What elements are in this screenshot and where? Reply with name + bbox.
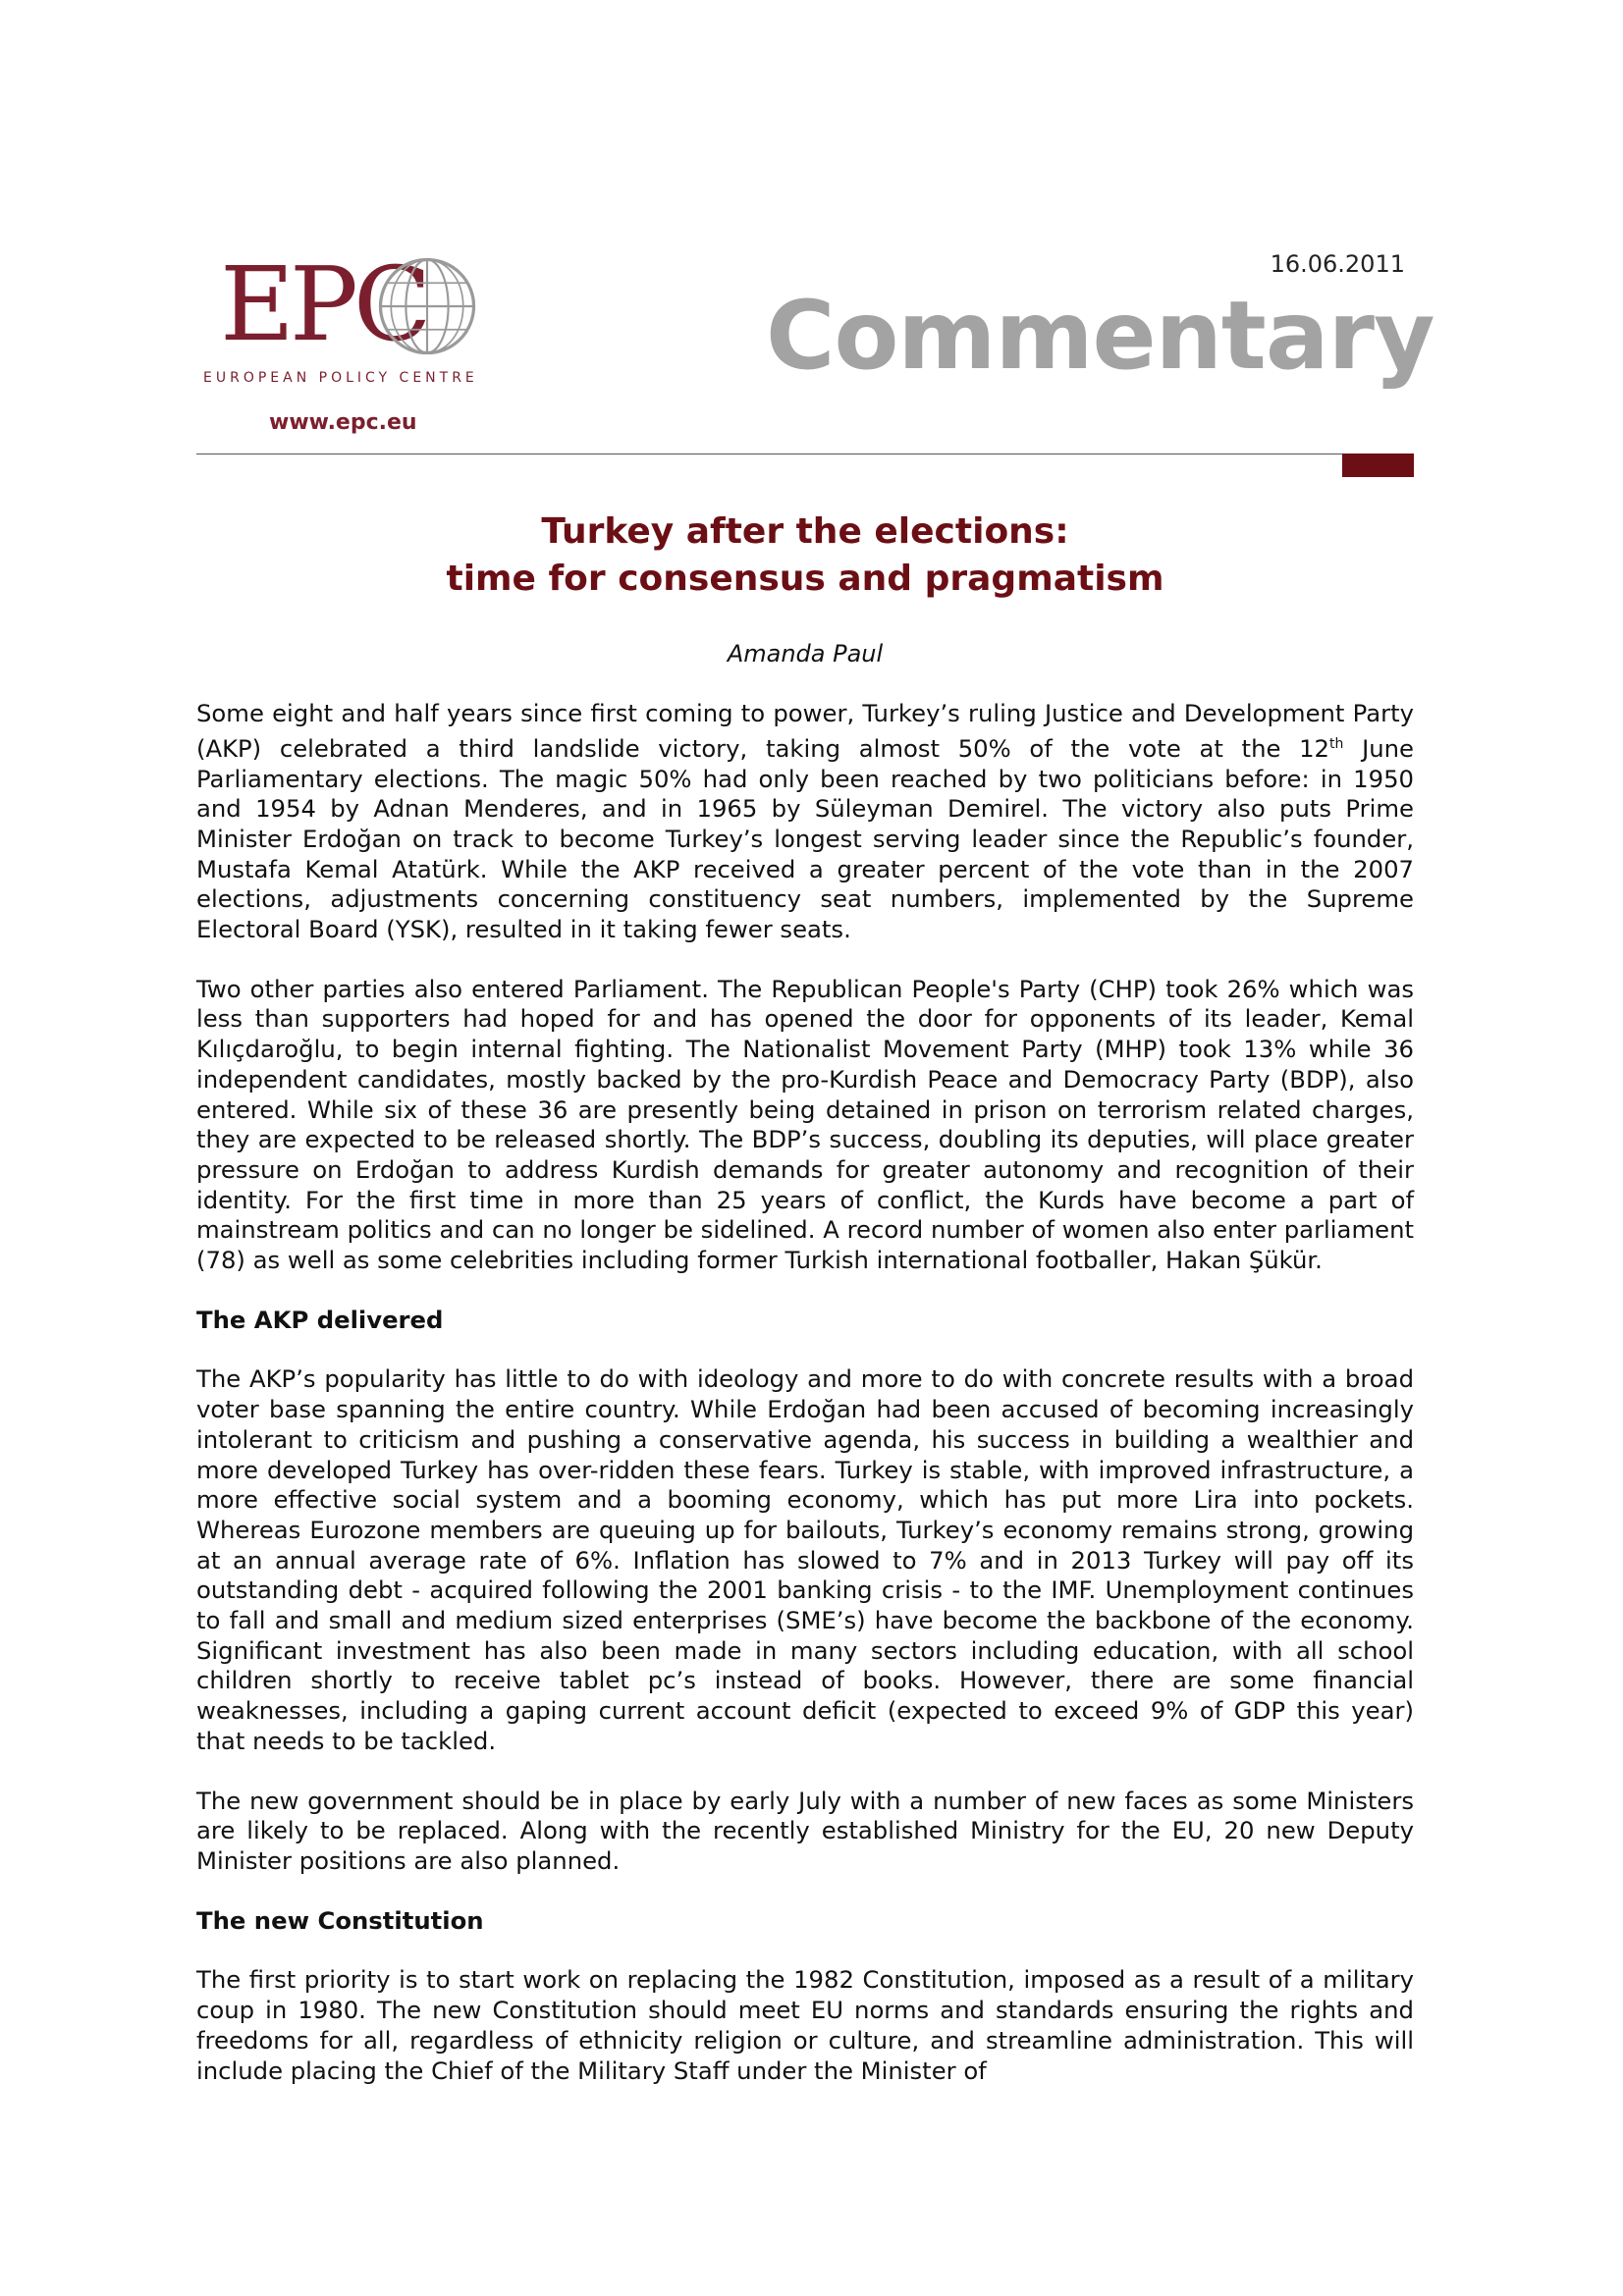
paragraph: The first priority is to start work on replacing the 1982 Constitution, imposed as a result of a military coup in 1980. The new Constitution should meet EU norms and standards ensuring the rights and freedoms for all, regardless of ethnicity religion or culture, and streamline administration. This will include placing the Chief of the Military Staff under the Minister of xyxy=(196,1965,1414,2085)
document-type-heading: Commentary xyxy=(766,281,1434,391)
article-body xyxy=(196,699,1414,2115)
section-heading: The AKP delivered xyxy=(196,1305,444,1334)
title-line-1: Turkey after the elections: xyxy=(541,511,1069,552)
website-link[interactable]: www.epc.eu xyxy=(269,410,417,435)
title-line-2: time for consensus and pragmatism xyxy=(446,559,1164,599)
author-name: Amanda Paul xyxy=(727,640,884,667)
publication-date: 16.06.2011 xyxy=(1270,250,1405,278)
page-title xyxy=(196,508,1414,603)
logo-subtitle: EUROPEAN POLICY CENTRE xyxy=(203,370,478,386)
paragraph: Two other parties also entered Parliament. The Republican People's Party (CHP) took 26% which was less than supporters had hoped for and has opened the door for opponents of its leader, Kemal Kılıçdaroğlu, to begin internal fighting. The Nationalist Movement Party (MHP) took 13% while 36 independent candidates, mostly backed by the pro-Kurdish Peace and Democracy Party (BDP), also entered. While six of these 36 are presently being detained in prison on terrorism related charges, they are expected to be released shortly. The BDP’s success, doubling its deputies, will place greater pressure on Erdoğan to address Kurdish demands for greater autonomy and recognition of their identity. For the first time in more than 25 years of conflict, the Kurds have become a part of mainstream politics and can no longer be sidelined. A record number of women also enter parliament (78) as well as some celebrities including former Turkish international footballer, Hakan Şükür. xyxy=(196,974,1414,1275)
paragraph: The new government should be in place by early July with a number of new faces as some Ministers are likely to be replaced. Along with the recently established Ministry for the EU, 20 new Deputy Minister positions are also planned. xyxy=(196,1786,1414,1875)
globe-icon xyxy=(374,253,480,359)
logo-letters: EPC xyxy=(220,244,427,364)
paragraph: Some eight and half years since first coming to power, Turkey’s ruling Justice and Development Party (AKP) celebrated a third landslide victory, taking almost 50% of the vote at the 12th June Parliamentary elections. The magic 50% had only been reached by two politicians before: in 1950 and 1954 by Adnan Menderes, and in 1965 by Süleyman Demirel. The victory also puts Prime Minister Erdoğan on track to become Turkey’s longest serving leader since the Republic’s founder, Mustafa Kemal Atatürk. While the AKP received a greater percent of the vote than in the 2007 elections, adjustments concerning constituency seat numbers, implemented by the Supreme Electoral Board (YSK), resulted in it taking fewer seats. xyxy=(196,699,1414,944)
paragraph: The AKP’s popularity has little to do with ideology and more to do with concrete results with a broad voter base spanning the entire country. While Erdoğan had been accused of becoming increasingly intolerant to criticism and pushing a conservative agenda, his success in building a wealthier and more developed Turkey has over-ridden these fears. Turkey is stable, with improved infrastructure, a more effective social system and a booming economy, which has put more Lira into pockets. Whereas Eurozone members are queuing up for bailouts, Turkey’s economy remains strong, growing at an annual average rate of 6%. Inflation has slowed to 7% and in 2013 Turkey will pay off its outstanding debt - acquired following the 2001 banking crisis - to the IMF. Unemployment continues to fall and small and medium sized enterprises (SME’s) have become the backbone of the economy. Significant investment has also been made in many sectors including education, with all school children shortly to receive tablet pc’s instead of books. However, there are some financial weaknesses, including a gaping current account deficit (expected to exceed 9% of GDP this year) that needs to be tackled. xyxy=(196,1364,1414,1755)
section-heading: The new Constitution xyxy=(196,1905,484,1935)
header-accent-bar xyxy=(1342,454,1414,477)
epc-logo xyxy=(196,244,481,444)
